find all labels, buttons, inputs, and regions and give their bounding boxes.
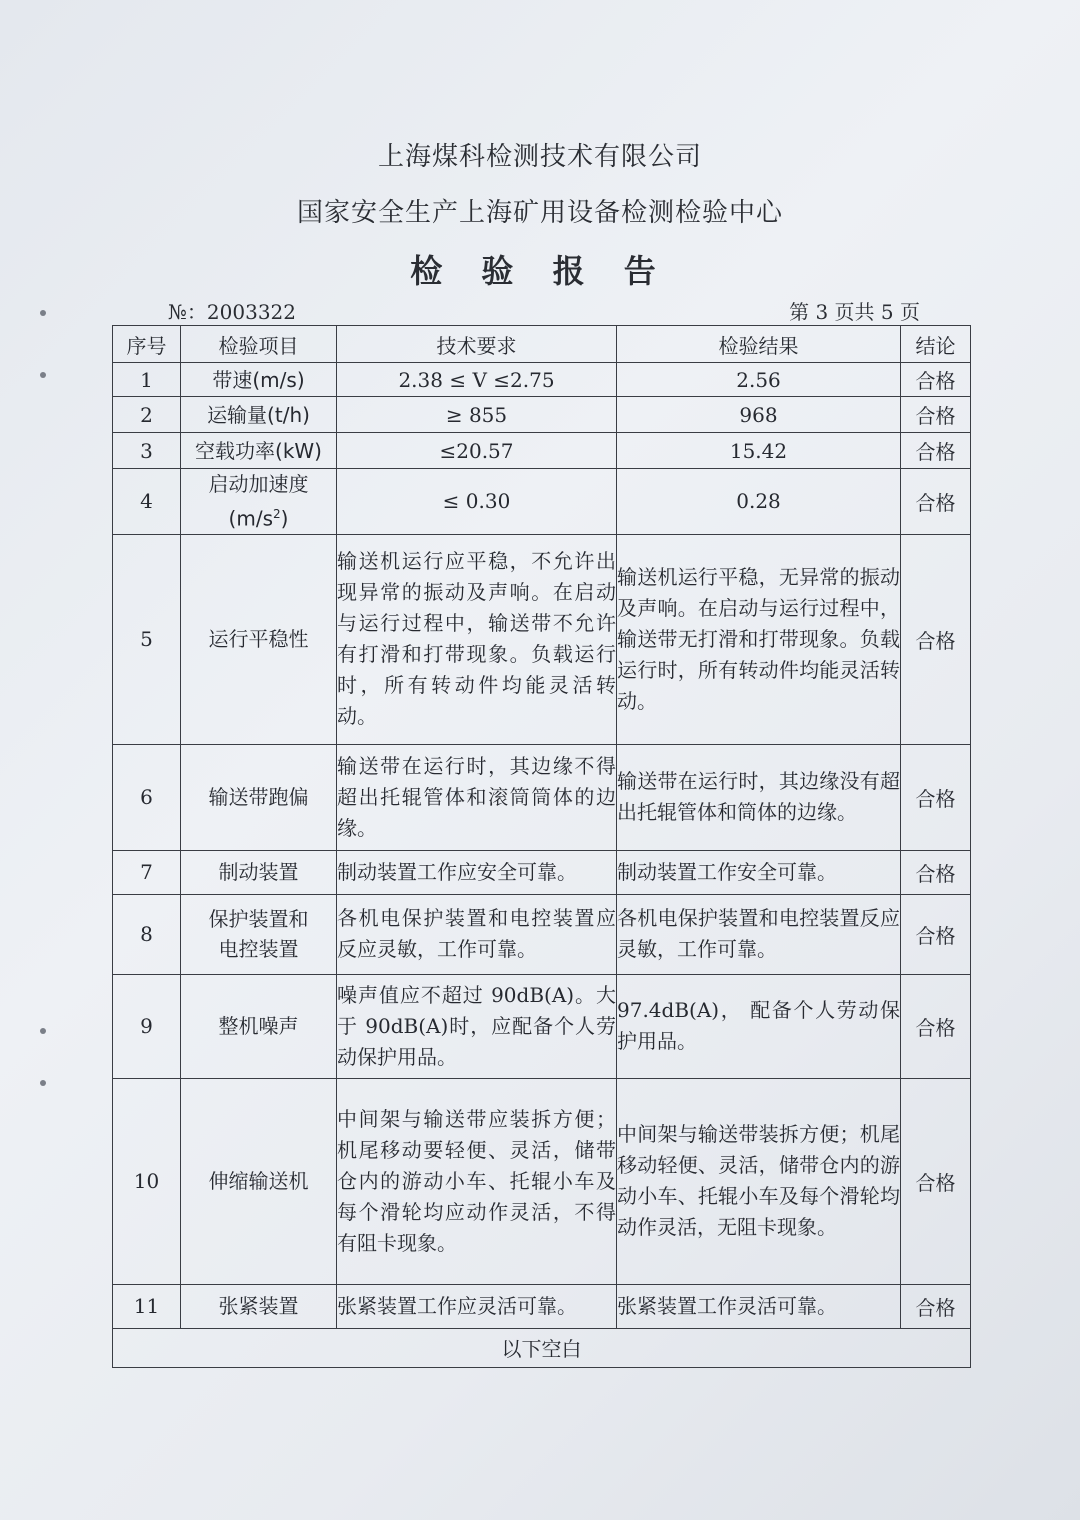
row-no: 6 [113, 744, 181, 850]
table-row [113, 534, 971, 744]
company-name: 上海煤科检测技术有限公司 [377, 142, 702, 172]
row-conclusion: 合格 [901, 397, 971, 433]
row-item: 空载功率(kW) [181, 433, 337, 469]
row-requirement: 噪声值应不超过 90dB(A)。大于 90dB(A)时，应配备个人劳动保护用品。 [337, 974, 617, 1078]
row-requirement: 中间架与输送带应装拆方便；机尾移动要轻便、灵活，储带仓内的游动小车、托辊小车及每个滑轮均应动作灵活，不得有阻卡现象。 [337, 1078, 617, 1284]
binding-hole [40, 1028, 46, 1034]
header-requirement: 技术要求 [337, 326, 617, 363]
row-no: 7 [113, 850, 181, 894]
row-item: 制动装置 [181, 850, 337, 894]
table-footer-row [113, 1328, 971, 1367]
row-no: 8 [113, 894, 181, 974]
row-result: 输送机运行平稳，无异常的振动及声响。在启动与运行过程中，输送带无打滑和打带现象。负载运行时，所有转动件均能灵活转动。 [617, 534, 901, 744]
row-result: 各机电保护装置和电控装置反应灵敏，工作可靠。 [617, 894, 901, 974]
center-name: 国家安全生产上海矿用设备检测检验中心 [296, 198, 783, 228]
header-conclusion: 结论 [901, 326, 971, 363]
row-item: 整机噪声 [181, 974, 337, 1078]
row-item-unit [181, 499, 336, 534]
row-result: 2.56 [617, 363, 901, 397]
row-requirement: ≤20.57 [337, 433, 617, 469]
header-no: 序号 [113, 326, 181, 363]
row-conclusion: 合格 [901, 894, 971, 974]
row-conclusion: 合格 [901, 1078, 971, 1284]
row-item-label: 启动加速度 [208, 472, 309, 496]
row-no: 1 [113, 363, 181, 397]
row-requirement: ≤ 0.30 [337, 469, 617, 535]
row-requirement: 张紧装置工作应灵活可靠。 [337, 1284, 617, 1328]
unit-exponent: 2 [273, 507, 281, 521]
row-conclusion: 合格 [901, 433, 971, 469]
table-row [113, 1078, 971, 1284]
unit-base: (m/s [228, 506, 273, 531]
row-requirement: 输送带在运行时，其边缘不得超出托辊管体和滚筒筒体的边缘。 [337, 744, 617, 850]
row-result: 968 [617, 397, 901, 433]
row-no: 4 [113, 469, 181, 535]
row-result: 97.4dB(A)， 配备个人劳动保护用品。 [617, 974, 901, 1078]
row-item: 输送带跑偏 [181, 744, 337, 850]
row-no: 3 [113, 433, 181, 469]
row-conclusion: 合格 [901, 469, 971, 535]
row-item: 运输量(t/h) [181, 397, 337, 433]
header-item: 检验项目 [181, 326, 337, 363]
report-title: 检 验 报 告 [410, 252, 670, 290]
row-result: 张紧装置工作灵活可靠。 [617, 1284, 901, 1328]
table-row [113, 894, 971, 974]
report-number: №：2003322 [168, 300, 296, 324]
binding-hole [40, 1080, 46, 1086]
table-row [113, 397, 971, 433]
binding-hole [40, 310, 46, 316]
page-info: 第 3 页共 5 页 [789, 300, 920, 324]
table-row [113, 1284, 971, 1328]
binding-hole [40, 372, 46, 378]
row-no: 11 [113, 1284, 181, 1328]
row-requirement: 制动装置工作应安全可靠。 [337, 850, 617, 894]
row-conclusion: 合格 [901, 744, 971, 850]
row-no: 10 [113, 1078, 181, 1284]
row-result: 15.42 [617, 433, 901, 469]
table-row [113, 433, 971, 469]
row-item [181, 469, 337, 535]
row-no: 5 [113, 534, 181, 744]
table-row [113, 744, 971, 850]
header-result: 检验结果 [617, 326, 901, 363]
table-row [113, 469, 971, 535]
row-conclusion: 合格 [901, 534, 971, 744]
row-conclusion: 合格 [901, 1284, 971, 1328]
row-result: 中间架与输送带装拆方便；机尾移动轻便、灵活，储带仓内的游动小车、托辊小车及每个滑轮均动作灵活，无阻卡现象。 [617, 1078, 901, 1284]
row-no: 9 [113, 974, 181, 1078]
table-row [113, 363, 971, 397]
row-conclusion: 合格 [901, 363, 971, 397]
row-no: 2 [113, 397, 181, 433]
row-result: 制动装置工作安全可靠。 [617, 850, 901, 894]
row-item: 运行平稳性 [181, 534, 337, 744]
row-item: 张紧装置 [181, 1284, 337, 1328]
row-item: 保护装置和电控装置 [181, 894, 337, 974]
table-row [113, 850, 971, 894]
row-conclusion: 合格 [901, 850, 971, 894]
row-requirement: 输送机运行应平稳，不允许出现异常的振动及声响。在启动与运行过程中，输送带不允许有打滑和打带现象。负载运行时，所有转动件均能灵活转动。 [337, 534, 617, 744]
blank-below-note: 以下空白 [113, 1328, 971, 1367]
inspection-table [112, 325, 971, 1368]
row-result: 0.28 [617, 469, 901, 535]
row-conclusion: 合格 [901, 974, 971, 1078]
table-row [113, 974, 971, 1078]
row-requirement: 各机电保护装置和电控装置应反应灵敏，工作可靠。 [337, 894, 617, 974]
row-item: 伸缩输送机 [181, 1078, 337, 1284]
row-result: 输送带在运行时，其边缘没有超出托辊管体和筒体的边缘。 [617, 744, 901, 850]
row-requirement: ≥ 855 [337, 397, 617, 433]
unit-close: ) [280, 506, 289, 531]
row-item: 带速(m/s) [181, 363, 337, 397]
row-requirement: 2.38 ≤ V ≤2.75 [337, 363, 617, 397]
table-header-row [113, 326, 971, 363]
